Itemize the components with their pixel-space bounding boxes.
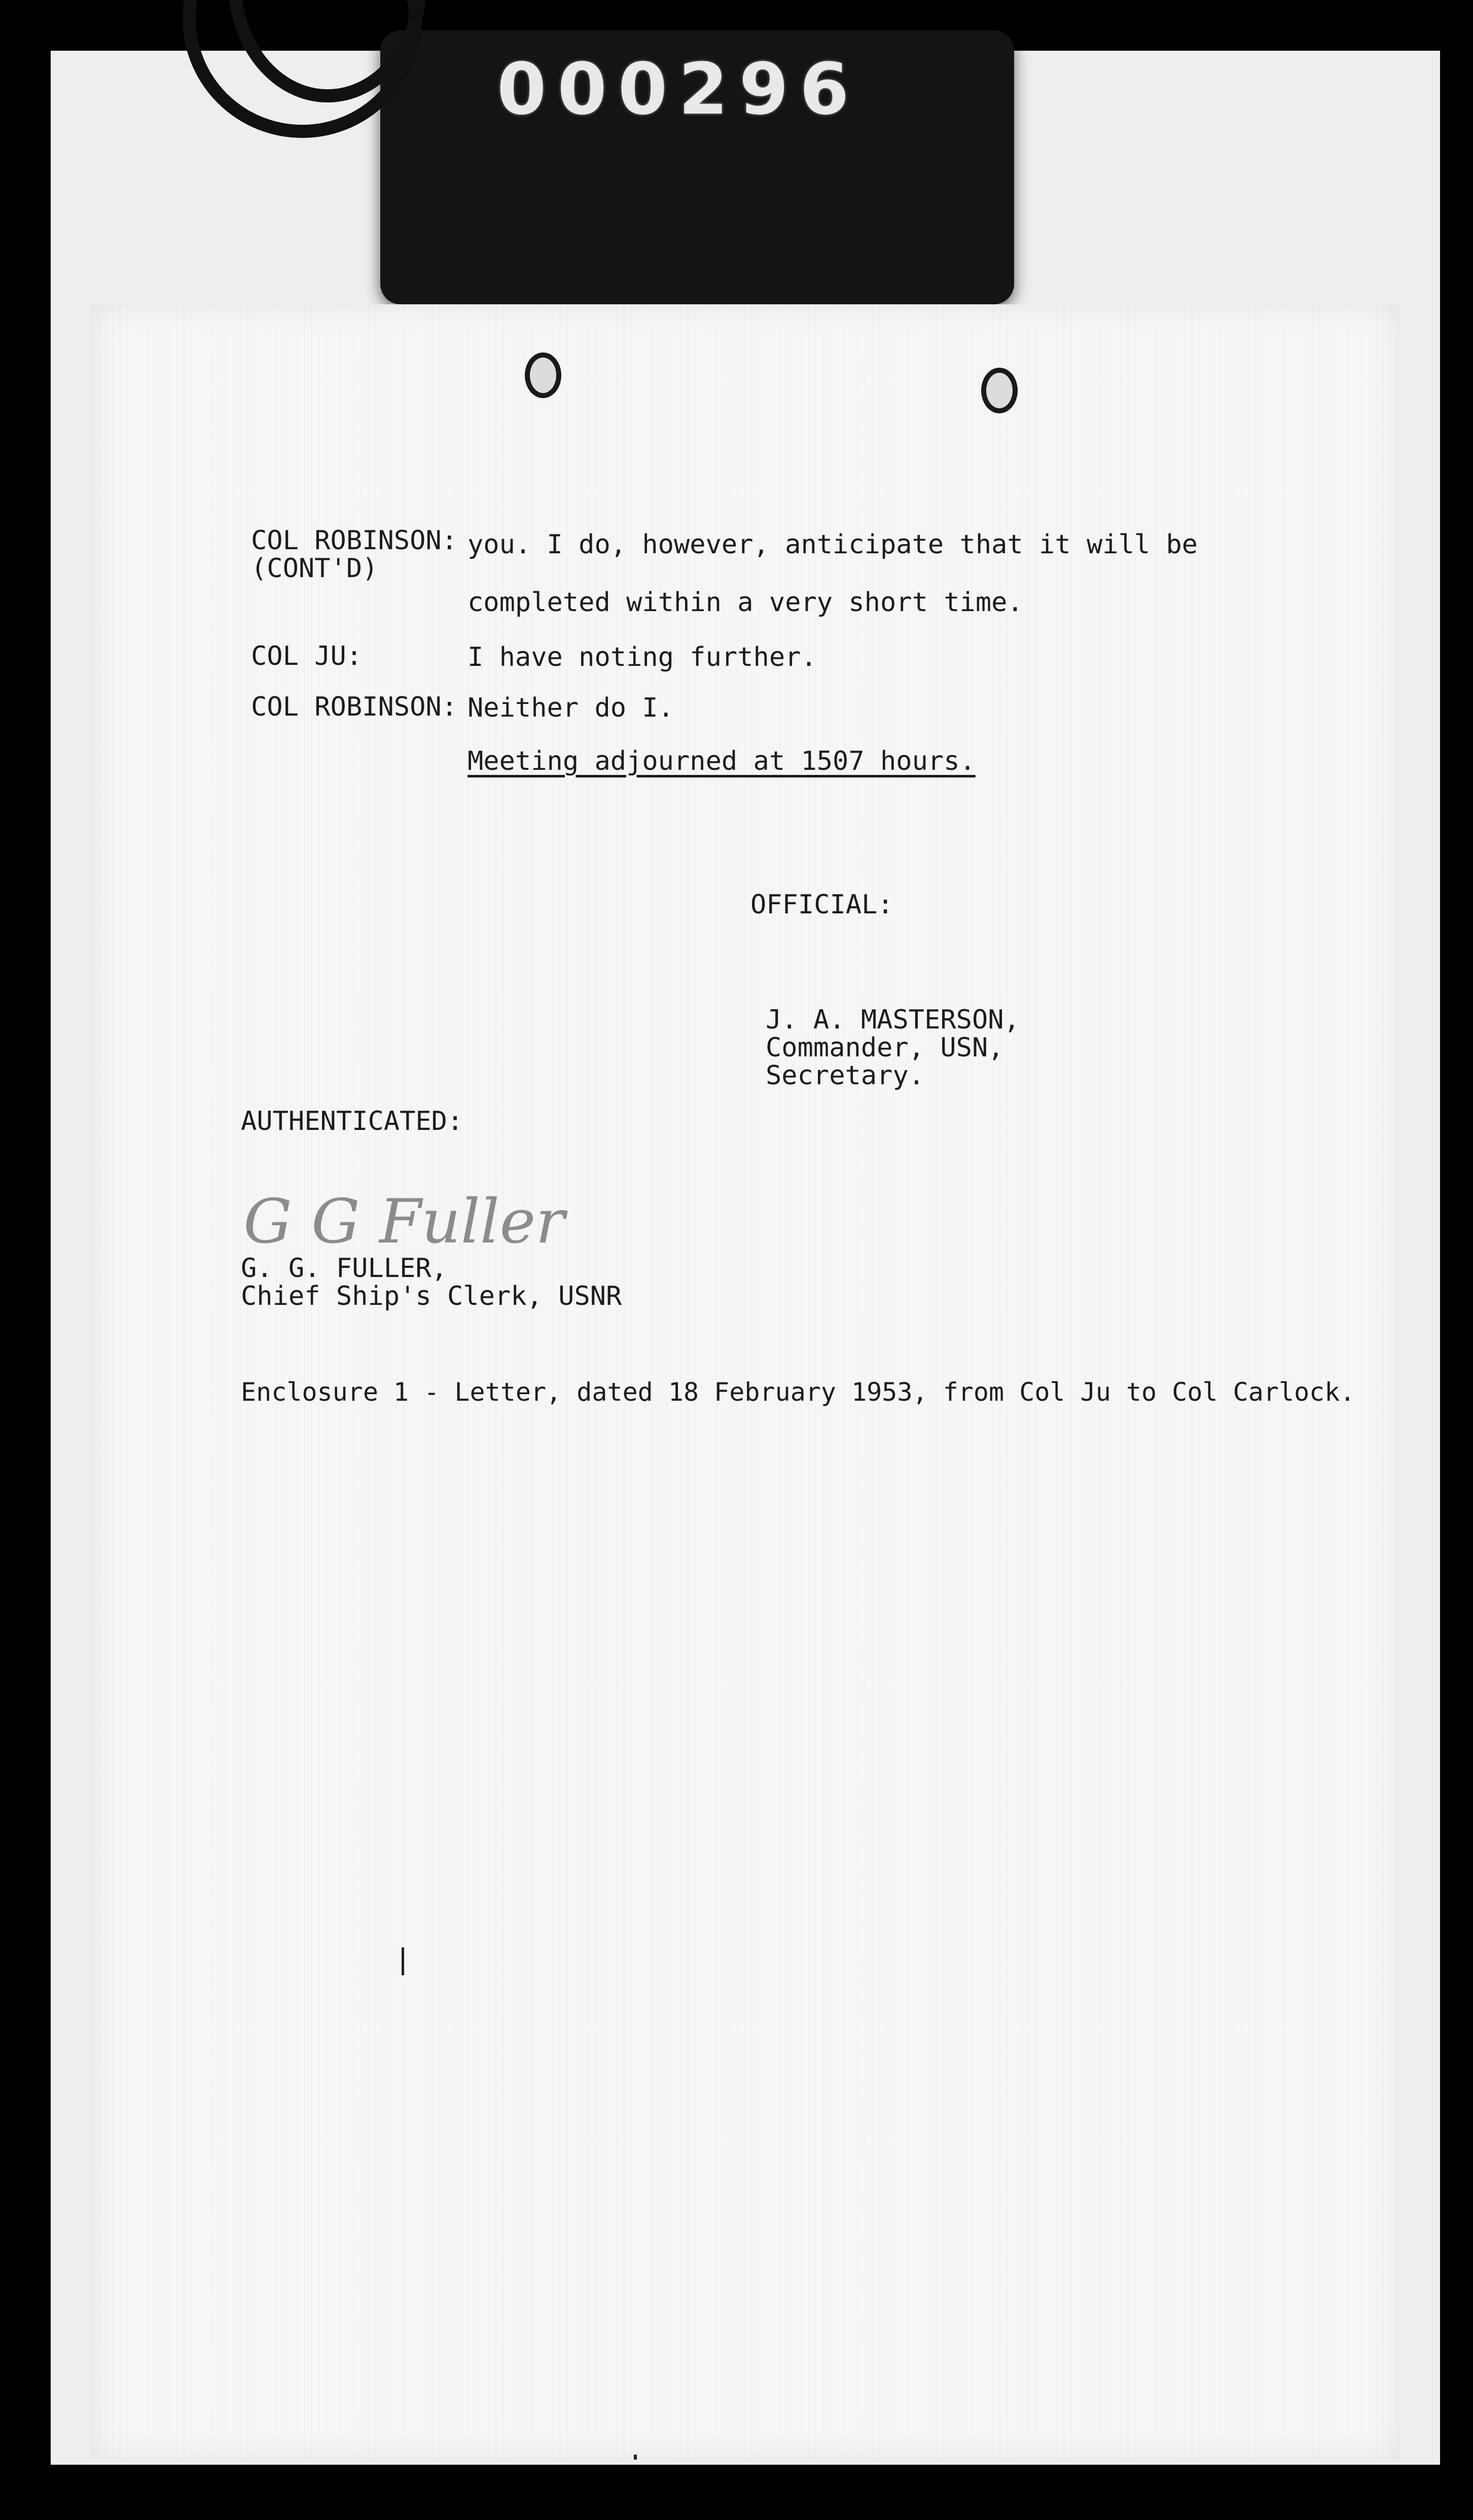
transcript-line: completed within a very short time. <box>468 587 1023 618</box>
official-title: Secretary. <box>766 1060 925 1091</box>
transcript-line: I have noting further. <box>468 642 817 672</box>
speaker-col-robinson: COL ROBINSON: <box>251 525 457 556</box>
transcript-line: you. I do, however, anticipate that it will be <box>468 529 1198 560</box>
signatory-name: G. G. FULLER, <box>241 1253 447 1284</box>
official-name: J. A. MASTERSON, <box>766 1005 1020 1035</box>
speaker-continued-note: (CONT'D) <box>251 553 378 584</box>
signatory-title: Chief Ship's Clerk, USNR <box>241 1281 622 1311</box>
enclosure-line: Enclosure 1 - Letter, dated 18 February 1953, from Col Ju to Col Carlock. <box>241 1377 1355 1407</box>
frame-counter-number: 000296 <box>497 48 860 131</box>
official-heading: OFFICIAL: <box>750 890 893 920</box>
punch-hole-left <box>525 352 561 398</box>
stray-mark <box>402 1947 404 1975</box>
handwritten-signature: G G Fuller <box>243 1187 565 1257</box>
document-page <box>91 304 1399 2460</box>
transcript-line: Neither do I. <box>468 693 674 723</box>
official-rank: Commander, USN, <box>766 1033 1004 1063</box>
speaker-col-robinson: COL ROBINSON: <box>251 692 457 722</box>
stray-mark <box>634 2455 637 2460</box>
speaker-col-ju: COL JU: <box>251 641 363 671</box>
adjournment-note: Meeting adjourned at 1507 hours. <box>468 746 976 776</box>
punch-hole-right <box>981 368 1018 413</box>
authenticated-heading: AUTHENTICATED: <box>241 1106 463 1137</box>
